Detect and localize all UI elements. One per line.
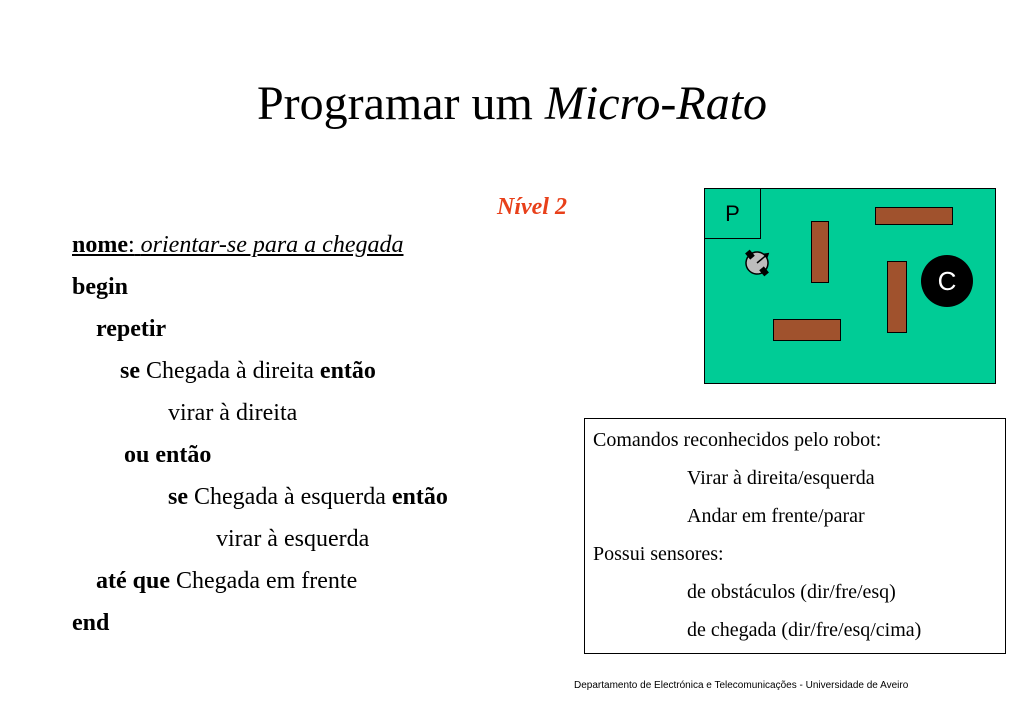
wall-vertical-right: [887, 261, 907, 333]
code-line-begin: [72, 272, 128, 302]
action2-text: virar à esquerda: [216, 526, 370, 552]
commands-heading: Comandos reconhecidos pelo robot:: [593, 429, 882, 451]
then1-keyword: então: [319, 358, 376, 384]
until-keyword: até que: [96, 568, 170, 594]
code-line-repeat: [96, 314, 166, 344]
code-line-if2: [168, 482, 448, 512]
sensor-item: de obstáculos (dir/fre/esq): [687, 581, 896, 603]
code-line-if1: [120, 356, 376, 386]
name-keyword: nome: [72, 232, 128, 258]
code-line-name: [72, 230, 404, 260]
command-item: Virar à direita/esquerda: [687, 467, 875, 489]
if2-condition: Chegada à esquerda: [194, 484, 386, 510]
code-line-elseif: [124, 440, 211, 470]
name-colon: :: [128, 232, 135, 258]
sensors-heading: Possui sensores:: [593, 543, 724, 565]
code-line-action2: [216, 524, 369, 554]
end-keyword: end: [72, 610, 110, 636]
repeat-keyword: repetir: [96, 316, 167, 342]
command-item: Andar em frente/parar: [687, 505, 865, 527]
until-condition: Chegada em frente: [176, 568, 358, 594]
wall-horizontal-top: [875, 207, 953, 225]
sensor-item: de chegada (dir/fre/esq/cima): [687, 619, 922, 641]
robot-icon: [737, 243, 777, 283]
name-value: orientar-se para a chegada: [140, 232, 404, 258]
slide-title: [0, 74, 1024, 134]
footer: Departamento de Electrónica e Telecomunicações - Universidade de Aveiro: [574, 680, 909, 691]
if2-keyword: se: [168, 484, 188, 510]
if1-condition: Chegada à direita: [146, 358, 314, 384]
goal-marker: C: [921, 255, 973, 307]
code-line-action1: [168, 398, 297, 428]
wall-vertical-left: [811, 221, 829, 283]
elseif-keyword: ou então: [124, 442, 212, 468]
action1-text: virar à direita: [168, 400, 298, 426]
level-label: Nível 2: [497, 194, 567, 220]
begin-keyword: begin: [72, 274, 129, 300]
wall-horizontal-bottom: [773, 319, 841, 341]
title-italic: Micro-Rato: [544, 77, 768, 130]
then2-keyword: então: [391, 484, 448, 510]
maze-map: [704, 188, 996, 384]
start-box: P: [705, 189, 761, 239]
title-plain: Programar um: [256, 77, 533, 130]
code-line-end: [72, 608, 109, 638]
code-line-until: [96, 566, 357, 596]
commands-box: [584, 418, 1006, 654]
if1-keyword: se: [120, 358, 140, 384]
